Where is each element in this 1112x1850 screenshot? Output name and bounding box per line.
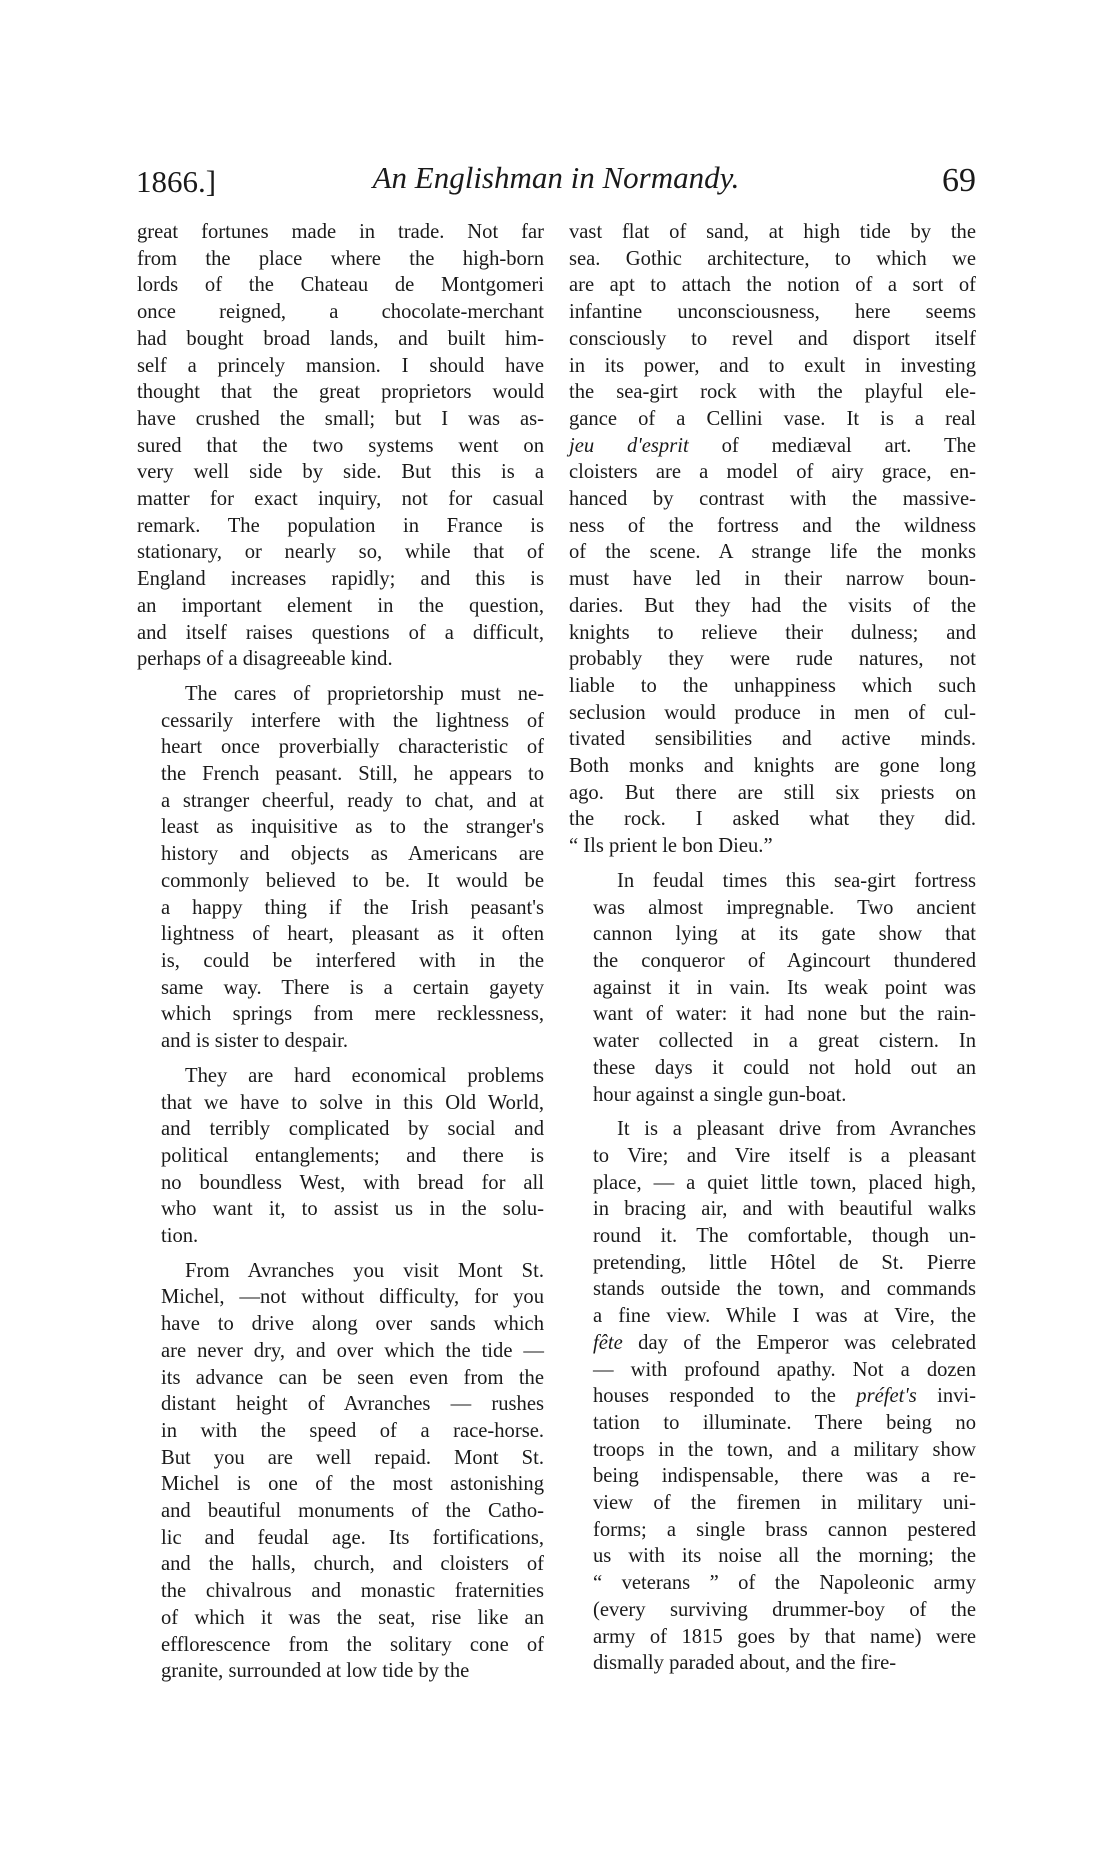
text-line: against it in vain. Its weak point was (593, 976, 976, 999)
text-line: The cares of proprietorship must ne- (185, 682, 544, 705)
text-line: liable to the unhappiness which such (569, 674, 976, 697)
text-line: dismally paraded about, and the fire- (593, 1652, 897, 1675)
text-line: It is a pleasant drive from Avranches (617, 1118, 976, 1141)
paragraph (569, 868, 976, 1108)
text-line: view of the firemen in military uni- (593, 1492, 976, 1515)
text-line: and is sister to despair. (161, 1030, 349, 1053)
text-line: history and objects as Americans are (161, 843, 544, 866)
text-line: matter for exact inquiry, not for casual (137, 488, 544, 511)
text-line: these days it could not hold out an (593, 1056, 976, 1079)
paragraph (137, 1063, 544, 1250)
text-line: the French peasant. Still, he appears to (161, 763, 544, 786)
text-line: jeu d'esprit of mediæval art. The (569, 434, 976, 457)
text-line: Both monks and knights are gone long (569, 755, 976, 778)
text-line: probably they were rude natures, not (569, 648, 976, 671)
text-line: England increases rapidly; and this is (137, 568, 544, 591)
running-header (136, 158, 976, 208)
text-line: ness of the fortress and the wildness (569, 514, 976, 537)
text-line: round it. The comfortable, though un- (593, 1225, 976, 1248)
text-line: of the scene. A strange life the monks (569, 541, 976, 564)
text-line: no boundless West, with bread for all (161, 1171, 544, 1194)
text-line: hanced by contrast with the massive- (569, 488, 976, 511)
text-line: of which it was the seat, rise like an (161, 1606, 544, 1629)
text-line: knights to relieve their dulness; and (569, 621, 976, 644)
paragraph (569, 1116, 976, 1677)
text-line: infantine unconsciousness, here seems (569, 301, 976, 324)
text-line: being indispensable, there was a re- (593, 1465, 976, 1488)
text-line: vast flat of sand, at high tide by the (569, 221, 976, 243)
text-line: are apt to attach the notion of a sort of (569, 274, 976, 297)
text-line: lords of the Chateau de Montgomeri (137, 274, 544, 297)
text-line: tion. (161, 1225, 199, 1248)
text-line: in its power, and to exult in investing (569, 354, 976, 377)
text-line: But you are well repaid. Mont St. (161, 1446, 544, 1469)
text-line: water collected in a great cistern. In (593, 1030, 976, 1053)
text-line: had bought broad lands, and built him- (137, 327, 544, 350)
text-line: seclusion would produce in men of cul- (569, 701, 976, 724)
text-line: and itself raises questions of a difficult, (137, 621, 544, 644)
text-line: the sea-girt rock with the playful ele- (569, 381, 976, 404)
text-line: tivated sensibilities and active minds. (569, 728, 976, 751)
text-line: thought that the great proprietors would (137, 381, 544, 404)
text-line: pretending, little Hôtel de St. Pierre (593, 1251, 976, 1274)
text-line: the rock. I asked what they did. (569, 808, 976, 831)
text-line: in bracing air, and with beautiful walks (593, 1198, 976, 1221)
text-line: who want it, to assist us in the solu- (161, 1198, 544, 1221)
text-line: an important element in the question, (137, 594, 544, 617)
text-line: Michel is one of the most astonishing (161, 1473, 544, 1496)
page-number: 69 (942, 162, 976, 199)
text-line: They are hard economical problems (185, 1064, 544, 1087)
text-line: have crushed the small; but I was as- (137, 407, 544, 430)
text-line: self a princely mansion. I should have (137, 354, 544, 377)
text-line: tation to illuminate. There being no (593, 1411, 976, 1434)
text-line: that we have to solve in this Old World, (161, 1091, 544, 1114)
text-line: From Avranches you visit Mont St. (185, 1259, 544, 1282)
text-line: from the place where the high-born (137, 247, 544, 270)
text-line: place, — a quiet little town, placed high, (593, 1171, 976, 1194)
text-line: (every surviving drummer-boy of the (593, 1598, 976, 1621)
text-line: and beautiful monuments of the Catho- (161, 1500, 544, 1523)
text-line: sured that the two systems went on (137, 434, 544, 457)
text-line: a stranger cheerful, ready to chat, and at (161, 789, 544, 812)
text-line: great fortunes made in trade. Not far (137, 221, 544, 243)
text-line: must have led in their narrow boun- (569, 568, 976, 591)
text-line: “ Ils prient le bon Dieu.” (569, 835, 773, 858)
header-year: 1866.] (136, 164, 217, 199)
text-line: a fine view. While I was at Vire, the (593, 1305, 976, 1328)
text-line: consciously to revel and disport itself (569, 327, 976, 350)
paragraph (137, 219, 544, 673)
text-line: very well side by side. But this is a (137, 461, 544, 484)
text-line: a happy thing if the Irish peasant's (161, 896, 544, 919)
text-line: “ veterans ” of the Napoleonic army (593, 1572, 976, 1595)
text-line: its advance can be seen even from the (161, 1366, 544, 1389)
text-line: hour against a single gun-boat. (593, 1083, 847, 1106)
text-line: stationary, or nearly so, while that of (137, 541, 544, 564)
text-line: perhaps of a disagreeable kind. (137, 648, 393, 671)
text-line: have to drive along over sands which (161, 1313, 544, 1336)
left-column (137, 219, 544, 1685)
text-line: political entanglements; and there is (161, 1144, 544, 1167)
text-line: granite, surrounded at low tide by the (161, 1660, 470, 1683)
paragraph (137, 1258, 544, 1685)
text-line: stands outside the town, and commands (593, 1278, 976, 1301)
text-line: least as inquisitive as to the stranger's (161, 816, 544, 839)
text-line: fête day of the Emperor was celebrated (593, 1331, 976, 1354)
text-line: In feudal times this sea-girt fortress (617, 869, 976, 892)
text-line: and terribly complicated by social and (161, 1118, 544, 1141)
text-line: to Vire; and Vire itself is a pleasant (593, 1144, 976, 1167)
text-line: once reigned, a chocolate-merchant (137, 301, 544, 324)
paragraph (137, 681, 544, 1055)
text-line: the chivalrous and monastic fraternities (161, 1580, 544, 1603)
text-line: sea. Gothic architecture, to which we (569, 247, 976, 270)
text-line: cannon lying at its gate show that (593, 923, 976, 946)
text-line: heart once proverbially characteristic of (161, 736, 544, 759)
text-line: same way. There is a certain gayety (161, 976, 544, 999)
right-column (569, 219, 976, 1677)
text-line: the conqueror of Agincourt thundered (593, 949, 976, 972)
text-line: ago. But there are still six priests on (569, 781, 976, 804)
text-line: are never dry, and over which the tide — (161, 1339, 544, 1362)
paragraph (569, 219, 976, 860)
text-line: lightness of heart, pleasant as it often (161, 923, 544, 946)
text-line: cessarily interfere with the lightness of (161, 709, 544, 732)
text-line: daries. But they had the visits of the (569, 594, 976, 617)
text-line: efflorescence from the solitary cone of (161, 1633, 544, 1656)
text-line: us with its noise all the morning; the (593, 1545, 976, 1568)
text-line: was almost impregnable. Two ancient (593, 896, 976, 919)
text-line: army of 1815 goes by that name) were (593, 1625, 976, 1648)
text-line: houses responded to the préfet's invi- (593, 1385, 976, 1408)
text-line: commonly believed to be. It would be (161, 869, 544, 892)
text-line: in with the speed of a race-horse. (161, 1419, 544, 1442)
text-line: and the halls, church, and cloisters of (161, 1553, 544, 1576)
text-line: is, could be interfered with in the (161, 949, 544, 972)
text-line: gance of a Cellini vase. It is a real (569, 407, 976, 430)
text-line: — with profound apathy. Not a dozen (593, 1358, 976, 1381)
text-line: cloisters are a model of airy grace, en- (569, 461, 976, 484)
header-title: An Englishman in Normandy. (372, 160, 740, 195)
text-line: remark. The population in France is (137, 514, 544, 537)
text-line: forms; a single brass cannon pestered (593, 1518, 976, 1541)
text-line: troops in the town, and a military show (593, 1438, 976, 1461)
text-line: distant height of Avranches — rushes (161, 1393, 544, 1416)
text-line: want of water: it had none but the rain- (593, 1003, 976, 1026)
text-line: which springs from mere recklessness, (161, 1003, 544, 1026)
text-line: Michel, —not without difficulty, for you (161, 1286, 544, 1309)
text-line: lic and feudal age. Its fortifications, (161, 1526, 544, 1549)
